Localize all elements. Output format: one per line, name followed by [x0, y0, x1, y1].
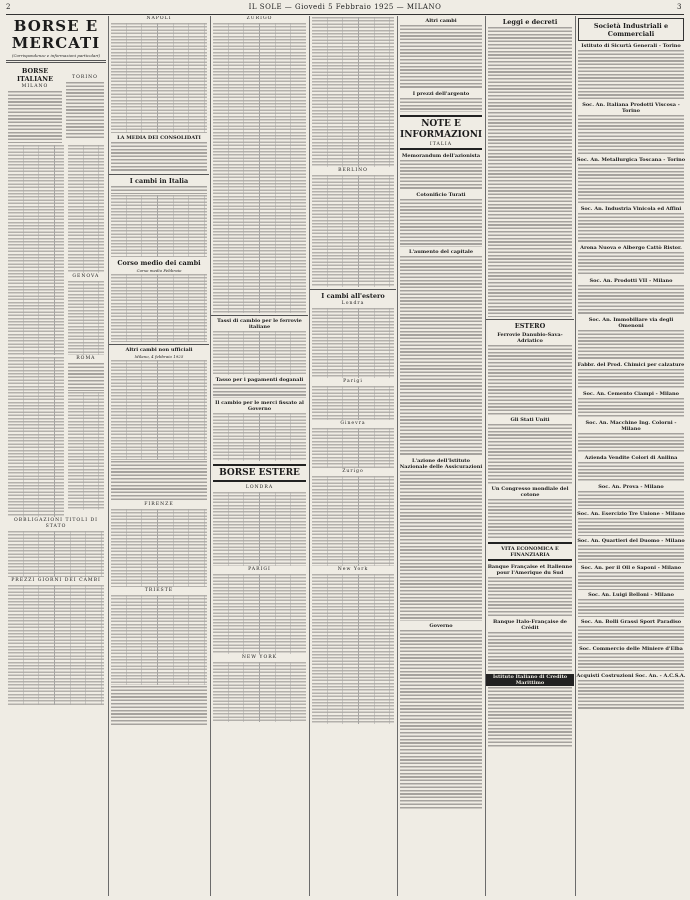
zurigo-subheading: Zurigo: [342, 469, 364, 474]
cambi-italia-heading: I cambi in Italia: [129, 177, 189, 185]
usa-text: [488, 424, 572, 484]
altri-cambi-text: [111, 461, 207, 501]
societa-heading: Società Industriali e Commerciali: [593, 22, 669, 38]
parigi-subheading: Parigi: [343, 379, 363, 384]
ferrovie-heading: Ferrovie Danubio-Sava-Adriatico: [497, 332, 563, 344]
ferrovie-text: [488, 345, 572, 415]
azione-heading: L'azione dell'Istituto Nazionale delle Assicurazioni: [399, 458, 483, 470]
cambio-merci-heading: Il cambio per le merci fissato al Governo: [215, 400, 304, 412]
soc15-heading: Soc. An. Luigi Belloni - Milano: [588, 592, 674, 598]
zurigo-table: [213, 23, 306, 313]
soc4-heading: Arona Nuova e Albergo Cattò Ristor.: [580, 245, 682, 251]
soc9-heading: Soc. An. Macchine Ing. Colorni - Milano: [585, 420, 677, 432]
prezzi-argento-heading: I prezzi dell'argento: [412, 91, 470, 97]
prezzi-heading: PREZZI GIORNI DEI CAMBI: [11, 578, 101, 583]
soc14-text: [578, 572, 684, 590]
aumento-heading: L'aumento del capitale: [408, 249, 474, 255]
societa-banner: [578, 18, 684, 41]
borse-italiane-heading: BORSE ITALIANE: [16, 67, 54, 83]
corso-medio-subheading: Corso medio Febbraio: [136, 268, 182, 273]
soc3-heading: Soc. An. Industria Vinicola ed Affini: [580, 206, 682, 212]
soc1-text: [578, 115, 684, 155]
torino-table: [68, 145, 104, 273]
corso-medio-heading: Corso medio dei cambi: [117, 259, 201, 267]
divider: [109, 174, 209, 175]
trieste-table: [111, 595, 207, 685]
soc8-text: [578, 398, 684, 418]
banque2-heading: Banque Italo-Française de Crédit: [493, 619, 567, 631]
section-subtitle: (Corrispondenze e informazioni particolari): [11, 53, 101, 58]
tassi-ferrovie-table: [213, 331, 306, 375]
soc15-text: [578, 599, 684, 617]
column-napoli: [108, 16, 209, 896]
trieste-text: [111, 686, 207, 726]
istituto-heading: Istituto di Sicurtà Generali - Torino: [581, 43, 681, 49]
soc12-heading: Soc. An. Esercizio Tre Unione - Milano: [577, 511, 685, 517]
azione-text: [400, 471, 482, 621]
cotonificio-text: [400, 199, 482, 247]
soc18-text: [578, 680, 684, 710]
column-berlino: [309, 16, 396, 896]
roma-heading: ROMA: [76, 356, 96, 361]
newyork-table: [213, 662, 306, 722]
cotonificio-heading: Cotonificio Turati: [416, 192, 466, 198]
italia-heading: ITALIA: [429, 142, 453, 147]
zurigo-continued-table: [312, 17, 394, 167]
governo-text: [400, 630, 482, 810]
cambio-merci-table: [213, 413, 306, 461]
soc10-heading: Azienda Vendite Colori di Anilina: [584, 455, 678, 461]
roma-report: [68, 363, 104, 391]
estero-heading: ESTERO: [514, 322, 546, 330]
memorandum-heading: Memorandum dell'azionista: [401, 153, 481, 159]
leggi-heading: Leggi e decreti: [502, 18, 558, 26]
soc17-heading: Soc. Commercio delle Miniere d'Elba: [579, 646, 683, 652]
altri-cambi-heading: Altri cambi non ufficiali: [125, 347, 193, 353]
ginevra-subheading: Ginevra: [340, 421, 366, 426]
berlino-heading: BERLINO: [338, 168, 368, 173]
soc9-text: [578, 433, 684, 453]
banque-text: [488, 577, 572, 617]
soc4-text: [578, 252, 684, 276]
altri-cambi-text: [400, 25, 482, 89]
soc3-text: [578, 213, 684, 243]
tassi-ferrovie-heading: Tassi di cambio per le ferrovie italiane: [217, 318, 302, 330]
column-societa: [575, 16, 686, 896]
divider: [310, 289, 396, 290]
berlino-table: [312, 175, 394, 287]
column-leggi: [485, 16, 574, 896]
borse-estere-heading: BORSE ESTERE: [219, 468, 300, 478]
ginevra-table: [312, 428, 394, 468]
milano-table-2: [8, 357, 64, 517]
newyork-heading: NEW YORK: [241, 655, 278, 660]
prezzi-argento-text: [400, 98, 482, 112]
torino-heading: TORINO: [72, 75, 98, 80]
congresso-text: [488, 499, 572, 539]
altri-cambi-heading: Altri cambi: [425, 18, 457, 24]
soc12-text: [578, 518, 684, 536]
soc2-heading: Soc. An. Metallurgica Toscana - Torino: [576, 157, 686, 163]
memorandum-text: [400, 160, 482, 190]
page-number-right: 3: [677, 3, 682, 11]
soc5-text: [578, 285, 684, 315]
roma-table: [68, 392, 104, 510]
soc1-heading: Soc. An. Italiana Prodotti Viscosa - Torino: [582, 102, 680, 114]
milano-report: [8, 91, 62, 143]
tasso-doganali-heading: Tasso per i pagamenti doganali: [215, 377, 304, 383]
soc13-text: [578, 545, 684, 563]
genova-table: [68, 281, 104, 355]
soc2-text: [578, 164, 684, 204]
leggi-text: [488, 27, 572, 317]
soc10-text: [578, 462, 684, 482]
soc13-heading: Soc. An. Quartieri del Duomo - Milano: [577, 538, 685, 544]
page-folio: [0, 0, 690, 14]
newyork-cambi-table: [312, 574, 394, 724]
soc14-heading: Soc. An. per il Oll e Saponi - Milano: [580, 565, 682, 571]
aumento-text: [400, 256, 482, 456]
napoli-table: [111, 23, 207, 133]
note-heading: NOTE E INFORMAZIONI: [400, 119, 483, 140]
titoli-table: [8, 531, 104, 577]
parigi-cambi-table: [312, 386, 394, 420]
soc8-heading: Soc. An. Cemento Ciampi - Milano: [582, 391, 680, 397]
governo-heading: Governo: [429, 623, 453, 629]
section-title: BORSE E MERCATI: [11, 17, 101, 52]
soc6-heading: Soc. An. Immobiliare via degli Omenoni: [588, 317, 674, 329]
titoli-heading: OBBLIGAZIONI TITOLI DI STATO: [14, 518, 98, 529]
soc17-text: [578, 653, 684, 671]
soc7-text: [578, 369, 684, 389]
soc11-text: [578, 491, 684, 509]
top-rule: [6, 14, 684, 15]
newyork-subheading: New York: [337, 567, 369, 572]
column-note: [397, 16, 484, 896]
divider: [109, 344, 209, 345]
page-number-left: 2: [6, 3, 11, 11]
napoli-heading: NAPOLI: [146, 16, 172, 21]
prezzi-table: [8, 585, 104, 705]
cambi-estero-heading: I cambi all'estero: [321, 292, 385, 300]
vita-heading: VITA ECONOMICA E FINANZIARIA: [501, 546, 559, 558]
borse-header-row: [6, 65, 106, 144]
genova-heading: GENOVA: [72, 274, 100, 279]
torino-report: [66, 82, 104, 138]
parigi-heading: PARIGI: [248, 567, 271, 572]
firenze-table: [111, 509, 207, 587]
banque2-text: [488, 632, 572, 672]
altri-cambi-table: [111, 360, 207, 460]
cambi-italia-intro: [111, 186, 207, 194]
note-banner: [400, 115, 482, 150]
londra-heading: LONDRA: [245, 485, 274, 490]
credito-text: [488, 687, 572, 747]
column-zurigo: [210, 16, 308, 896]
soc11-heading: Soc. An. Prova - Milano: [598, 484, 664, 490]
cambi-italia-table: [111, 195, 207, 257]
tasso-doganali-text: [213, 384, 306, 398]
usa-heading: Gli Stati Uniti: [510, 417, 550, 423]
parigi-table: [213, 574, 306, 654]
zurigo-cambi-table: [312, 476, 394, 566]
divider: [6, 60, 106, 63]
credito-heading: Istituto Italiano di Credito Marittimo: [486, 674, 574, 686]
banque-heading: Banque Française et Italienne pour l'Amerique du Sud: [487, 564, 573, 576]
congresso-heading: Un Congresso mondiale del cotone: [491, 486, 569, 498]
londra-cambi-table: [312, 308, 394, 378]
soc16-text: [578, 626, 684, 644]
divider: [211, 315, 308, 316]
soc18-heading: Acquisti Costruzioni Soc. An. - A.C.S.A.: [576, 673, 686, 679]
istituto-text: [578, 50, 684, 100]
firenze-heading: FIRENZE: [144, 502, 174, 507]
divider: [486, 319, 574, 320]
masthead-line: IL SOLE — Giovedi 5 Febbraio 1925 — MILANO: [248, 3, 442, 11]
soc6-text: [578, 330, 684, 360]
vita-banner: [488, 542, 572, 561]
media-consolidati-heading: LA MEDIA DEI CONSOLIDATI: [117, 135, 201, 141]
altri-cambi-dateline: Milano, 4 febbraio 1925: [134, 354, 184, 359]
corso-medio-table: [111, 274, 207, 342]
londra-subheading: Londra: [341, 301, 365, 306]
soc7-heading: Fabbr. del Prod. Chimici per calzature: [577, 362, 685, 368]
media-consolidati-text: [111, 142, 207, 172]
zurigo-heading: ZURIGO: [246, 16, 273, 21]
milano-table: [8, 145, 64, 355]
borse-estere-banner: [213, 464, 306, 482]
soc5-heading: Soc. An. Prodotti VII - Milano: [589, 278, 673, 284]
soc16-heading: Soc. An. Bolli Grassi Sport Paradiso: [580, 619, 682, 625]
londra-table: [213, 492, 306, 566]
milano-heading: MILANO: [21, 84, 49, 89]
trieste-heading: TRIESTE: [144, 588, 174, 593]
column-borse: [6, 16, 106, 896]
